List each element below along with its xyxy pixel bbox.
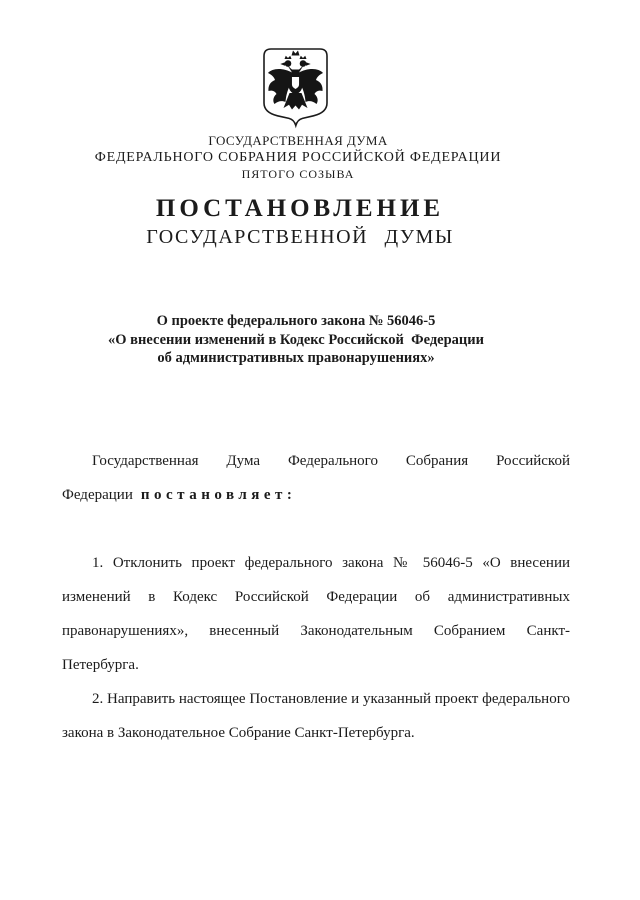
resolution-item-2: 2. Направить настоящее Постановление и указанный проект федерального закона в Законодательное Собрание Санкт-Петербурга. xyxy=(62,691,570,741)
intro-text: Государственная Дума Федерального Собрания Российской Федерации xyxy=(62,453,570,503)
document-subject xyxy=(0,312,592,368)
org-header xyxy=(0,132,596,183)
document-type-title: ПОСТАНОВЛЕНИЕ xyxy=(155,195,445,222)
document-body xyxy=(62,444,570,750)
subject-line3: об административных правонарушениях» xyxy=(157,350,435,366)
intro-paragraph xyxy=(62,444,570,512)
coat-of-arms-icon xyxy=(258,42,333,134)
org-name-line3: ПЯТОГО СОЗЫВА xyxy=(241,167,355,181)
document-title xyxy=(0,196,600,249)
resolution-item-1: 1. Отклонить проект федерального закона № 56046-5 «О внесении изменений в Кодекс Российской Федерации об административных правонарушениях», внесенный Законодательным Собранием Санкт-Петербурга. xyxy=(62,555,570,673)
decree-word: постановляет: xyxy=(140,487,297,503)
subject-line1: О проекте федерального закона № 56046-5 xyxy=(156,313,436,329)
org-name-line1: ГОСУДАРСТВЕННАЯ ДУМА xyxy=(208,133,388,148)
document-issuer-title: ГОСУДАРСТВЕННОЙ ДУМЫ xyxy=(146,226,454,248)
subject-line2: «О внесении изменений в Кодекс Российской Федерации xyxy=(108,331,484,348)
org-name-line2: ФЕДЕРАЛЬНОГО СОБРАНИЯ РОССИЙСКОЙ ФЕДЕРАЦИИ xyxy=(94,150,502,165)
